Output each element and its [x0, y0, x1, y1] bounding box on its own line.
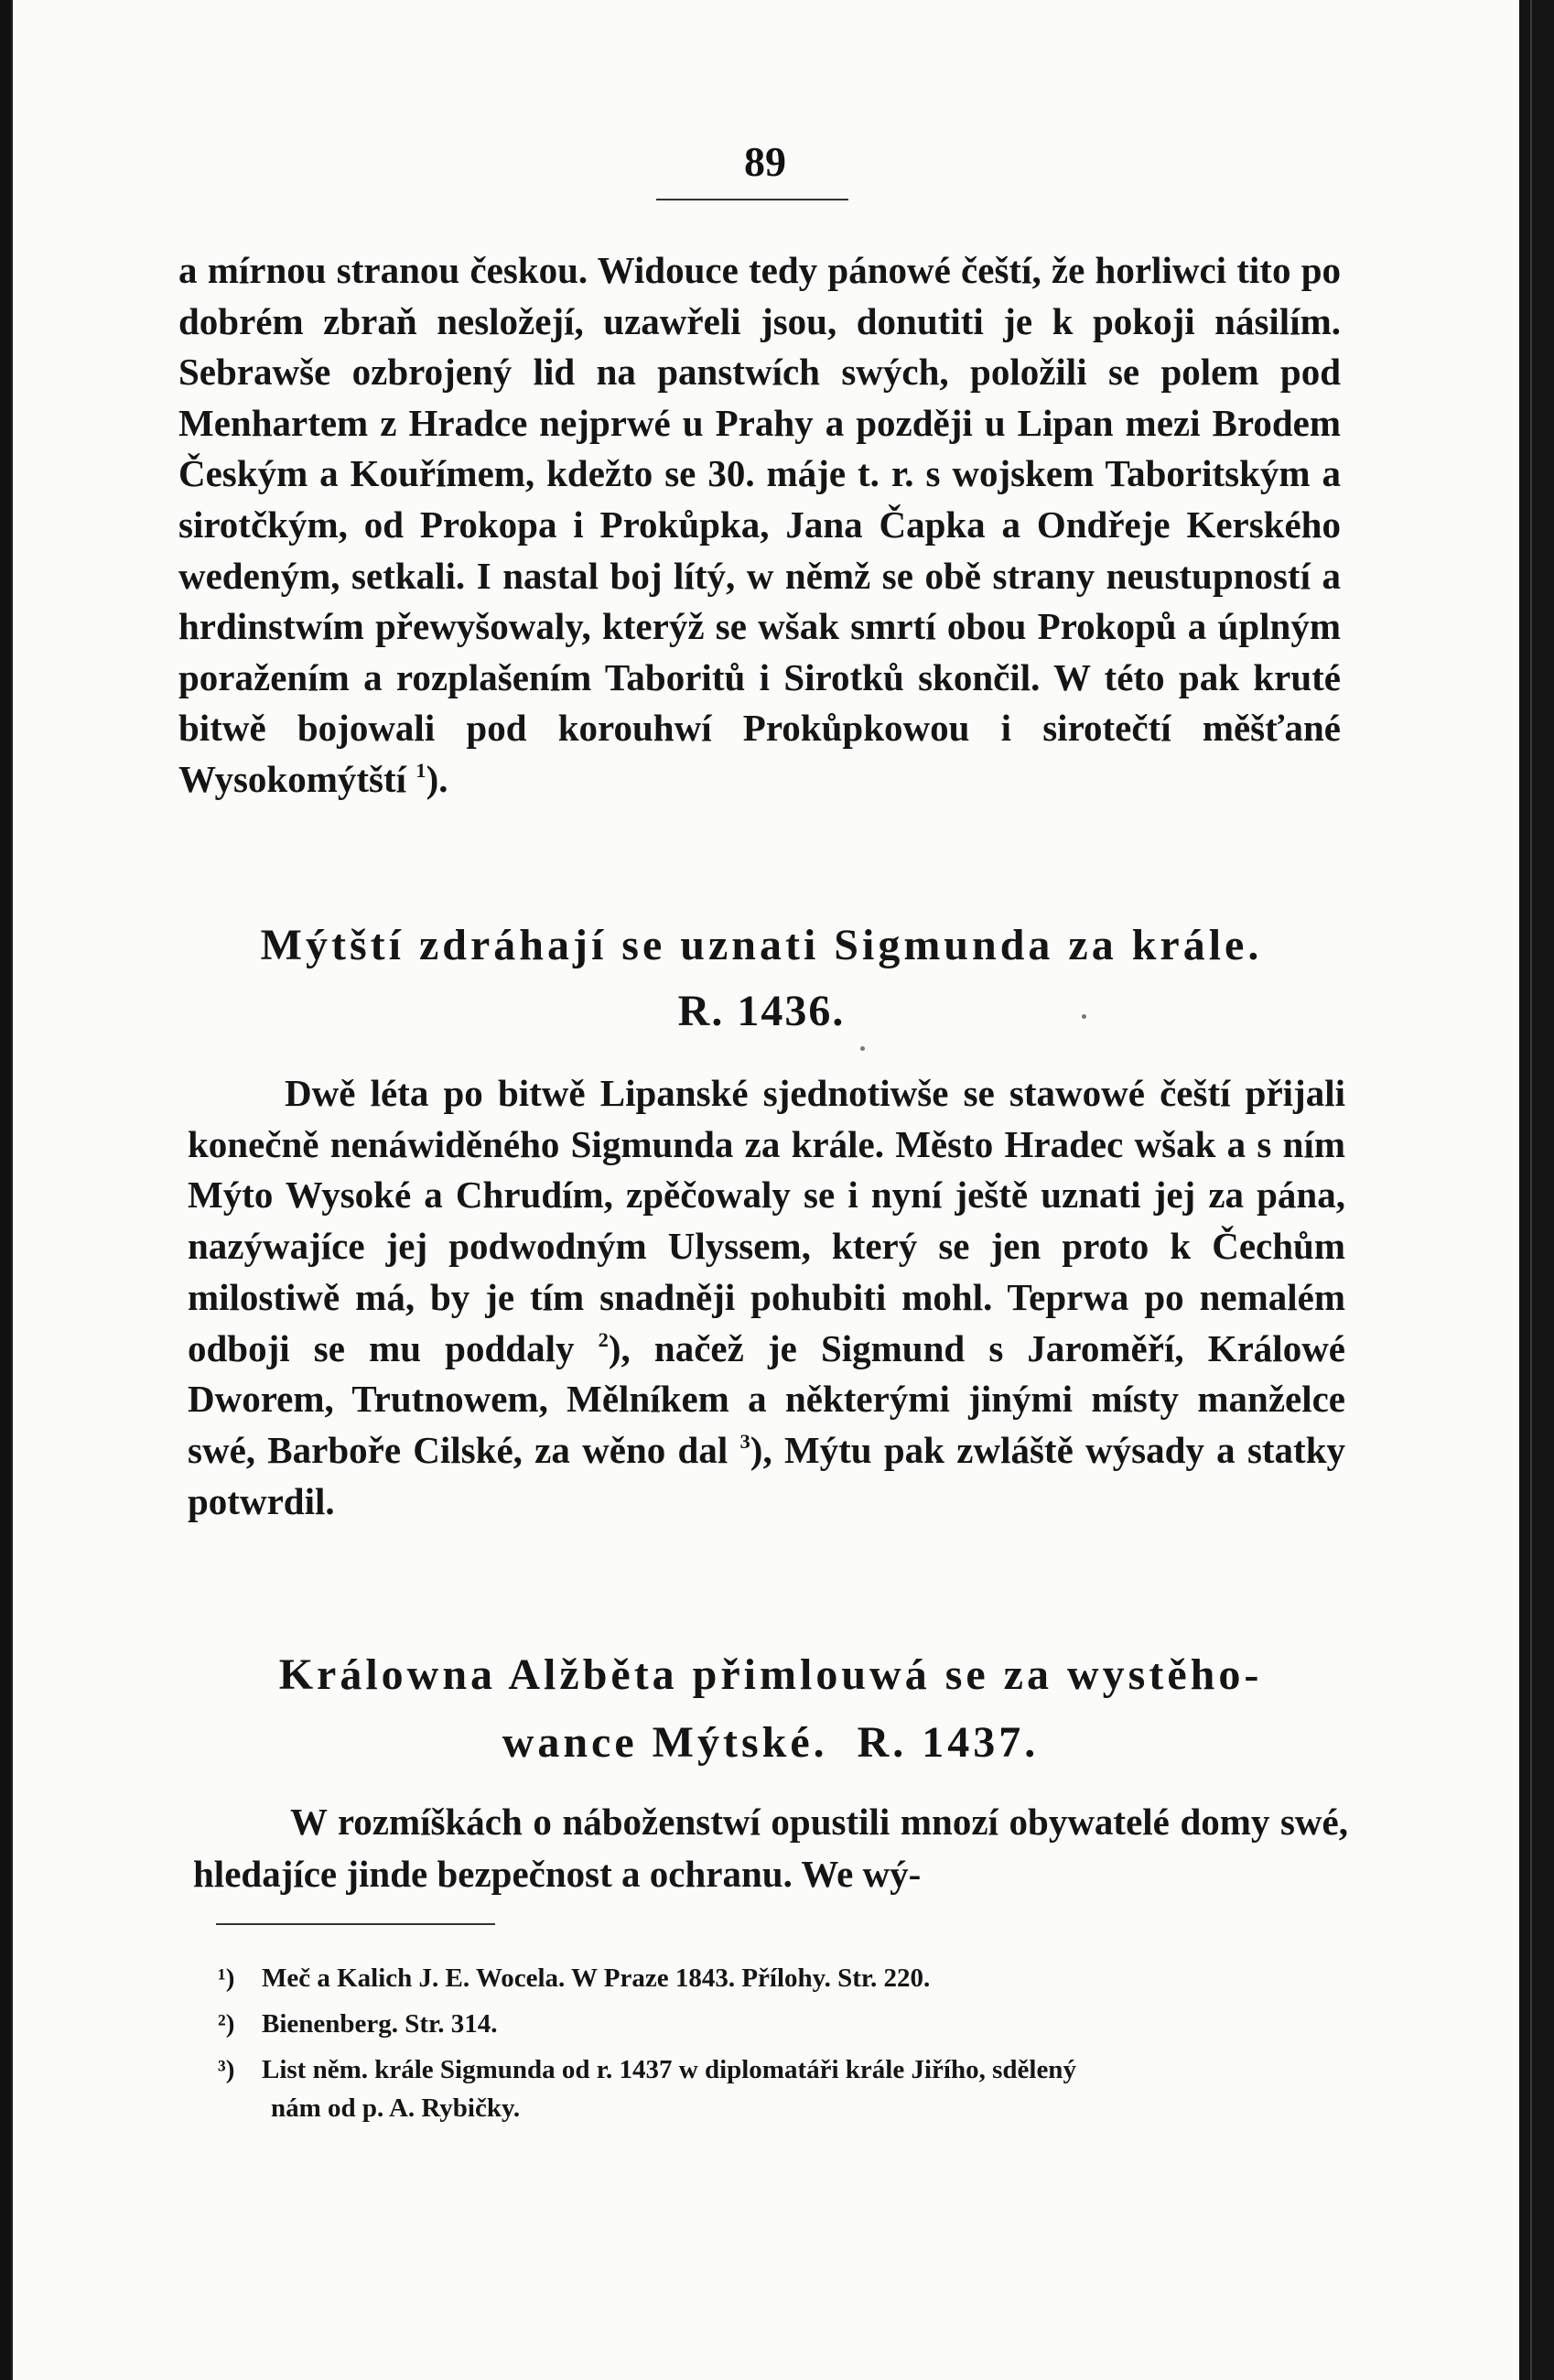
paragraph-2: Dwě léta po bitwě Lipanské sjednotiwše se stawowé čeští přijali konečně nenáwiděného Sigmunda za krále. Město Hradec wšak a s ním Mýto Wysoké a Chrudím, zpěčowaly se i nyní ještě uznati jej za pána, nazýwajíce jej podwodným Ulyssem, který se jen proto k Čechům milostiwě má, by je tím snadněji pohubiti mohl. Teprwa po nemalém odboji se mu poddaly $^2$), načež je Sigmund s Jaroměří, Králowé Dworem, Trutnowem, Mělníkem a některými jinými místy manželce swé, Barboře Cilské, za wěno dal $^3$), Mýtu pak zwláště wýsady a statky potwrdil.: [188, 1072, 1346, 1522]
right-border: [1530, 0, 1532, 2380]
page-number-rule: [656, 199, 848, 200]
paragraph-2-text-b: , načež je Sigmund s Jaroměří, Králowé Dworem, Trutnowem, Mělníkem a některými jinými místy manželce swé, Barboře Cilské, za wěno dal: [188, 1326, 1346, 1471]
footnote-1-mark: ¹): [218, 1964, 235, 1993]
paragraph-1: a mírnou stranou českou. Widouce tedy pánowé čeští, že horliwci tito po dobrém zbraň nesložejí, uzawřeli jsou, donutiti je k pokoji násilím. Sebrawše ozbrojený lid na panstwích swých, položili se polem pod Menhartem z Hradce nejprwé u Prahy a později u Lipan mezi Brodem Českým a Kouřímem, kdežto se 30. máje t. r. s wojskem Taboritským a sirotčkým, od Prokopa i Prokůpka, Jana Čapka a Ondřeje Kerského wedeným, setkali. I nastal boj lítý, w němž se obě strany neustupností a hrdinstwím přewyšowaly, kterýž se wšak smrtí obou Prokopů a úplným poražením a rozplašením Taboritů i Sirotků skončil. W této pak kruté bitwě bojowali pod korouhwí Prokůpkowou i sirotečtí měšťané Wysokomýtští $^1$).: [178, 249, 1341, 800]
section-heading-2-title-end: wance Mýtské.: [502, 1718, 828, 1767]
page-edge-shadow: [1519, 0, 1554, 2380]
section-heading-2-line2: [185, 1709, 1356, 1777]
footnote-1-text: Meč a Kalich J. E. Wocela. W Praze 1843. Přílohy. Str. 220.: [262, 1964, 931, 1993]
footnote-ref-3: 3: [739, 1430, 750, 1454]
paragraph-1-tail: .: [438, 757, 448, 800]
footnote-2-mark: ²): [218, 2009, 235, 2039]
footnote-3-mark: ³): [218, 2055, 235, 2084]
paragraph-1-text: a mírnou stranou českou. Widouce tedy pánowé čeští, že horliwci tito po dobrém zbraň nesložejí, uzawřeli jsou, donutiti je k pokoji násilím. Sebrawše ozbrojený lid na panstwích swých, položili se polem pod Menhartem z Hradce nejprwé u Prahy a později u Lipan mezi Brodem Českým a Kouřímem, kdežto se 30. máje t. r. s wojskem Taboritským a sirotčkým, od Prokopa i Prokůpka, Jana Čapka a Ondřeje Kerského wedeným, setkali. I nastal boj lítý, w němž se obě strany neustupností a hrdinstwím přewyšowaly, kterýž se wšak smrtí obou Prokopů a úplným poražením a rozplašením Taboritů i Sirotků skončil. W této pak kruté bitwě bojowali pod korouhwí Prokůpkowou i sirotečtí měšťané Wysokomýtští: [178, 249, 1341, 800]
footnote-2: [218, 2005, 1325, 2043]
paragraph-3: W rozmíškách o náboženstwí opustili mnozí obywatelé domy swé, hledajíce jinde bezpečnost a ochranu. We wý-: [193, 1801, 1348, 1895]
book-page: [11, 0, 1519, 2380]
section-heading-2-year: R. 1437.: [857, 1718, 1040, 1767]
section-heading-1: Mýtští zdráhají se uznati Sigmunda za krále.: [260, 921, 1263, 969]
paragraph-2-text-c: , Mýtu pak zwláště wýsady a statky potwrdil.: [188, 1428, 1346, 1522]
section-heading-2: [185, 1641, 1356, 1777]
footnote-1: [218, 1959, 1325, 1997]
footnote-ref-2: 2: [598, 1327, 609, 1351]
footnote-3-continuation: nám od p. A. Rybičky.: [271, 2093, 521, 2123]
section-heading-2-line1: Králowna Alžběta přimlouwá se za wystěho-: [278, 1650, 1263, 1699]
footnote-3-text: List něm. krále Sigmunda od r. 1437 w diplomatáři krále Jiřího, sdělený: [262, 2055, 1076, 2084]
section-heading-1-year: R. 1436.: [677, 987, 846, 1035]
footnote-3: [218, 2050, 1353, 2127]
footnote-separator: [216, 1923, 495, 1925]
footnote-ref-1: 1: [415, 759, 426, 783]
paragraph-2-text-a: Dwě léta po bitwě Lipanské sjednotiwše se stawowé čeští přijali konečně nenáwiděného Sigmunda za krále. Město Hradec wšak a s ním Mýto Wysoké a Chrudím, zpěčowaly se i nyní ještě uznati jej za pána, nazýwajíce jej podwodným Ulyssem, který se jen proto k Čechům milostiwě má, by je tím snadněji pohubiti mohl. Teprwa po nemalém odboji se mu poddaly: [188, 1072, 1345, 1369]
footnote-2-text: Bienenberg. Str. 314.: [262, 2009, 498, 2039]
print-speck: [1082, 1014, 1086, 1019]
print-speck: [860, 1046, 865, 1051]
left-border: [11, 0, 13, 2380]
page-number: 89: [744, 138, 786, 185]
